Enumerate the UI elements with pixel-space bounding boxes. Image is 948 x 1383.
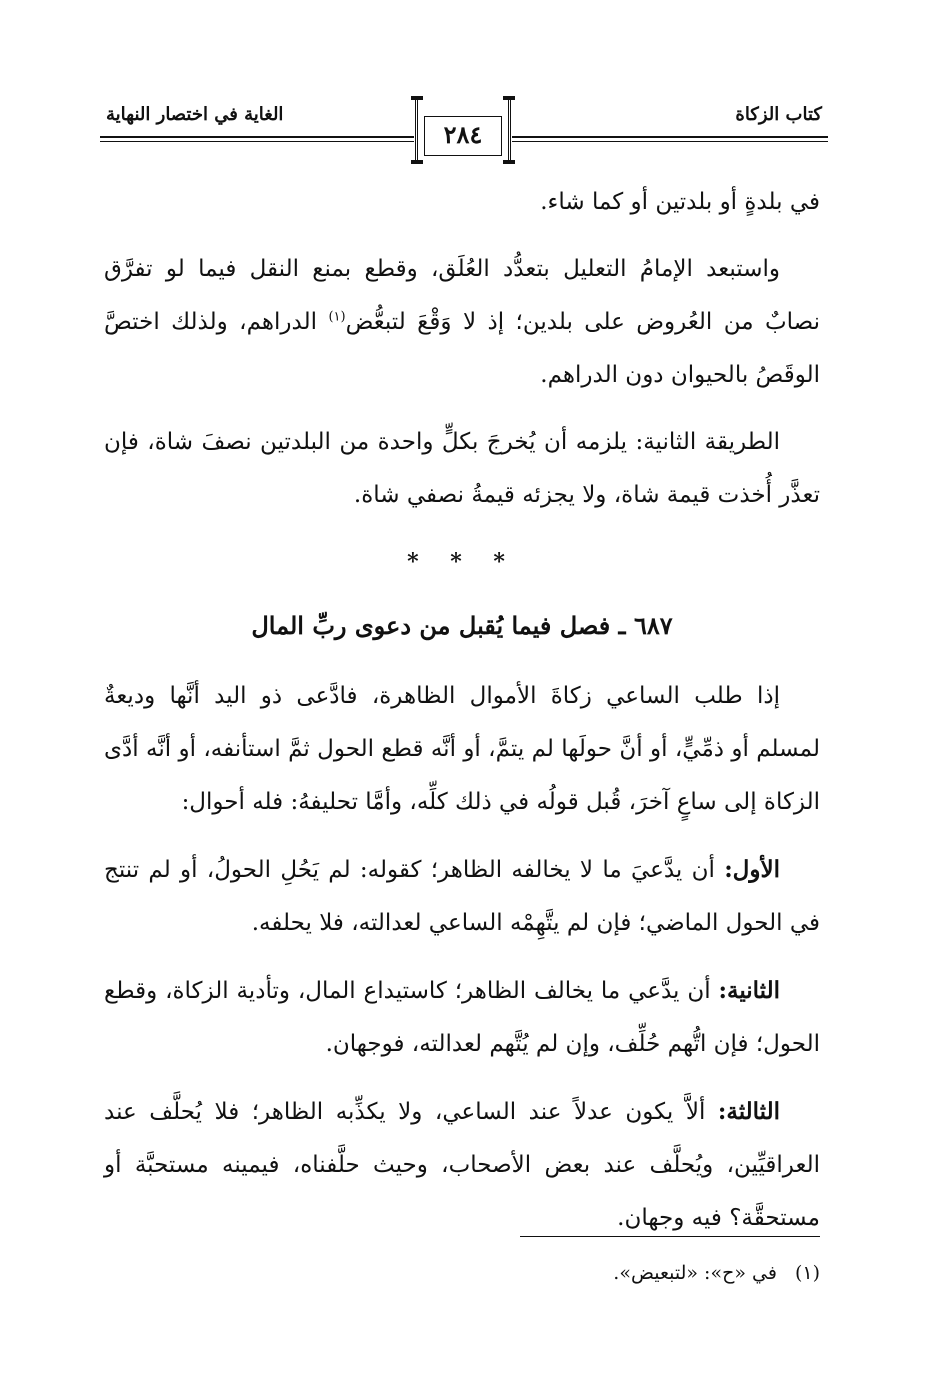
case-label: الثالثة: [717, 1098, 781, 1125]
main-text [104, 176, 820, 1245]
paragraph-text: واستبعد الإمامُ التعليل بتعدُّد العُلَق، وقطع بمنع النقل فيما لو تفرَّق نصابٌ من العُروض على بلدين؛ إذ لا وَقْعَ لتبعُّض [104, 256, 821, 335]
header-rule [100, 136, 414, 138]
header-rule [512, 136, 828, 138]
page-number: ٢٨٤ [443, 120, 483, 149]
paragraph-text: الدراهم، ولذلك اختصَّ الوقَصُ بالحيوان دون الدراهم. [104, 309, 820, 388]
running-header [100, 98, 828, 164]
paragraph: في بلدةٍ أو بلدتين أو كما شاء. [540, 189, 820, 215]
paragraph [104, 243, 820, 402]
footnote [613, 1262, 820, 1284]
footnote-text: في «ح»: «لتبعيض». [613, 1262, 777, 1284]
footnote-marker[interactable]: (١) [328, 309, 346, 325]
book-title: الغاية في اختصار النهاية [106, 104, 284, 125]
case-text: أن يدَّعي ما يخالف الظاهر؛ كاستيداع المال، وتأدية الزكاة، وقطع الحول؛ فإن اتُّهم حُلِّف، وإن لم يُتَّهم لعدالته، فوجهان. [104, 978, 820, 1057]
paragraph: الطريقة الثانية: يلزمه أن يُخرجَ بكلٍّ واحدة من البلدتين نصفَ شاة، فإن تعذَّر أُخذت قيمة شاة، ولا يجزئه قيمةُ نصفي شاة. [104, 429, 820, 508]
paragraph: إذا طلب الساعي زكاةَ الأموال الظاهرة، فادَّعى ذو اليد أنَّها وديعةٌ لمسلم أو ذمِّيٍّ، أو أنَّ حولَها لم يتمَّ، أو أنَّه قطع الحول ثمَّ استأنفه، أو أنَّه أدَّى الزكاة إلى ساعٍ آخرَ، قُبل قولُه في ذلك كلِّه، وأمَّا تحليفهُ: فله أحوال: [104, 683, 820, 815]
case-paragraph [104, 1085, 820, 1245]
footnote-divider [520, 1236, 820, 1237]
frame-ornament [411, 96, 423, 100]
section-heading: ٦٨٧ ـ فصل فيما يُقبل من دعوى ربِّ المال [251, 611, 673, 640]
footnote-number: (١) [794, 1262, 820, 1284]
case-text: ألاَّ يكون عدلاً عند الساعي، ولا يكذِّبه الظاهر؛ فلا يُحلَّف عند العراقيِّين، ويُحلَّف عند بعض الأصحاب، وحيث حلَّفناه، فيمينه مستحبَّة أو مستحقَّة؟ فيه وجهان. [104, 1099, 820, 1231]
case-text: أن يدَّعيَ ما لا يخالفه الظاهر؛ كقوله: لم يَحُلِ الحولُ، أو لم تنتج في الحول الماضي؛ فإن لم يتَّهِمْه الساعي لعدالته، فلا يحلفه. [104, 857, 820, 936]
section-separator: * * * [407, 549, 517, 575]
chapter-title: كتاب الزكاة [735, 104, 822, 125]
header-rule [512, 141, 828, 142]
case-label: الأول: [724, 856, 781, 883]
case-paragraph [104, 964, 820, 1071]
case-paragraph [104, 843, 820, 950]
frame-ornament [503, 160, 515, 164]
header-rule [100, 141, 414, 142]
page-number-frame [415, 98, 511, 162]
case-label: الثانية: [718, 977, 781, 1004]
frame-ornament [503, 96, 515, 100]
frame-ornament [411, 160, 423, 164]
